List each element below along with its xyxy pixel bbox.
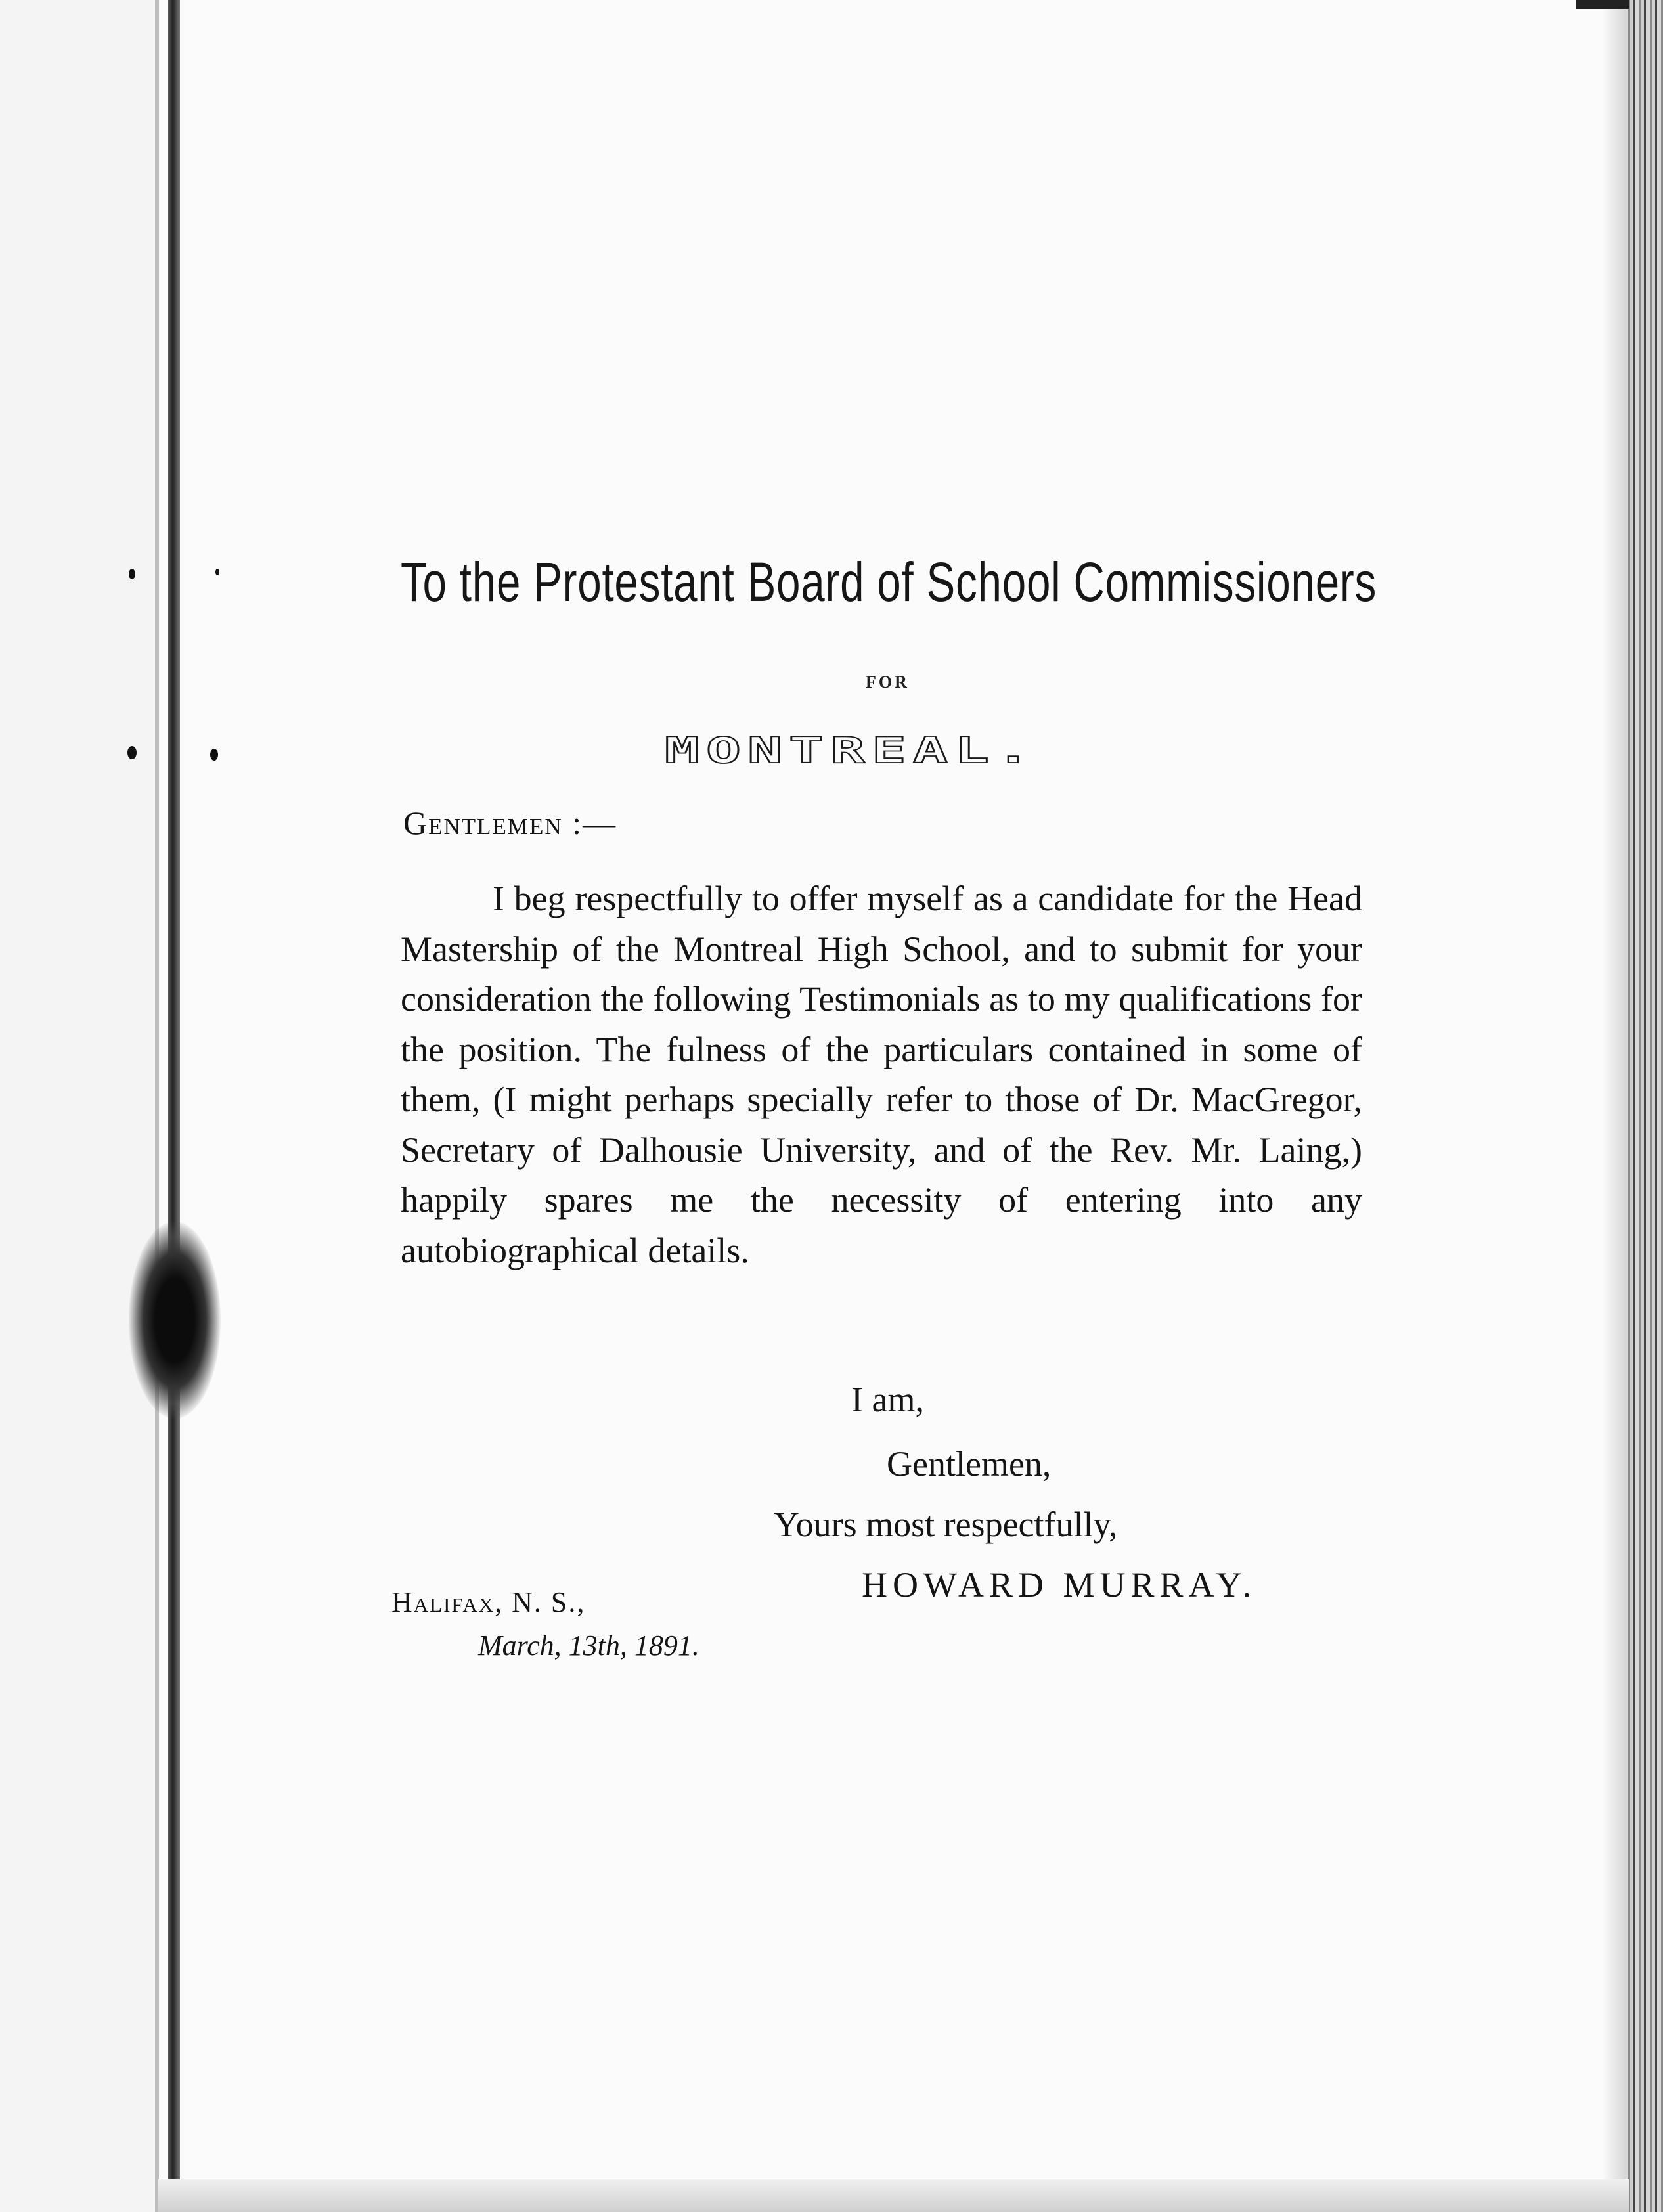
- binding-clip-shadow: [129, 1222, 221, 1419]
- speck: [127, 746, 137, 759]
- letter-body: I beg respectfully to offer myself as a candidate for the Head Mastership of the Montreal High School, and to submit for your consideration the following Testimonials as to my qualifications for the position. The fulness of the particulars contained in some of them, (I might perhaps specially refer to those of Dr. MacGregor, Secretary of Dalhousie University, and of the Rev. Mr. Laing,) happily spares me the necessity of entering into any autobiographical details.: [401, 879, 1362, 1270]
- closing-line-1: I am,: [851, 1380, 924, 1419]
- page-stack-edges: [1624, 0, 1663, 2212]
- place-of-writing: Halifax, N. S.,: [391, 1586, 586, 1618]
- signature: HOWARD MURRAY.: [862, 1565, 1257, 1604]
- title-connector: FOR: [866, 673, 910, 692]
- binding-edge-light: [155, 0, 159, 2212]
- top-edge-mark: [1576, 0, 1629, 9]
- closing-line-3: Yours most respectfully,: [774, 1505, 1118, 1544]
- closing-line-2: Gentlemen,: [887, 1444, 1052, 1484]
- city-heading: MONTREAL.: [665, 729, 1037, 771]
- speck: [129, 569, 135, 579]
- page-edge-shade: [1603, 0, 1624, 2212]
- salutation: Gentlemen :—: [403, 805, 617, 841]
- speck: [215, 569, 219, 575]
- letter-date: March, 13th, 1891.: [478, 1629, 699, 1662]
- speck: [210, 749, 218, 761]
- facing-page-edge: [0, 0, 155, 2212]
- bottom-page-shadow: [158, 2179, 1629, 2212]
- letter-title: To the Protestant Board of School Commissioners: [401, 551, 1377, 613]
- binding-edge: [168, 0, 180, 2212]
